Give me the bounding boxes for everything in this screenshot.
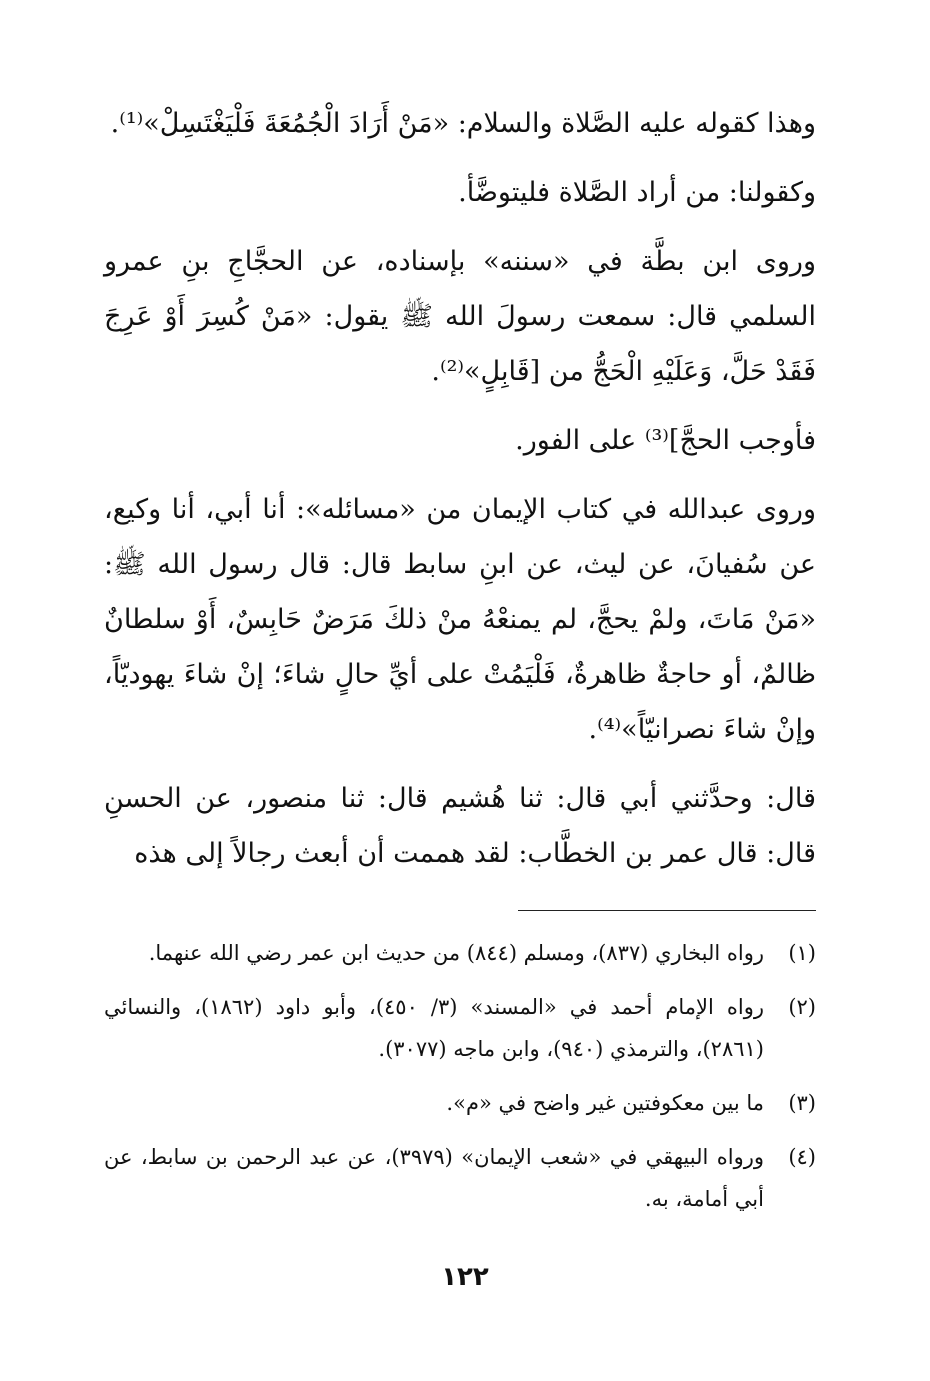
paragraph-5: وروى عبدالله في كتاب الإيمان من «مسائله»: أنا أبي، أنا وكيع، عن سُفيانَ، عن ليث، عن ابنِ سابط قال: قال رسول الله ﷺ: «مَنْ مَاتَ، ولمْ يحجَّ، لم يمنعْهُ منْ ذلكَ مَرَضٌ حَابِسٌ، أَوْ سلطانٌ ظالمٌ، أو حاجةٌ ظاهرةٌ، فَلْيَمُتْ على أيِّ حالٍ شاءَ؛ إنْ شاءَ يهوديّاً، وإنْ شاءَ نصرانيّاً»⁽⁴⁾. — [104, 494, 816, 745]
footnote-2 — [104, 986, 816, 1070]
footnote-text: رواه الإمام أحمد في «المسند» (٣/ ٤٥٠)، وأبو داود (١٨٦٢)، والنسائي (٢٨٦١)، والترمذي (٩٤٠)، وابن ماجه (٣٠٧٧). — [104, 995, 764, 1061]
paragraph-4: فأوجب الحجَّ]⁽³⁾ على الفور. — [515, 425, 816, 456]
footnote-text: ما بين معكوفتين غير واضح في «م». — [446, 1091, 764, 1115]
paragraph-2: وكقولنا: من أراد الصَّلاة فليتوضَّأ. — [458, 177, 816, 208]
footnotes — [104, 932, 816, 1232]
page-number: ١٢٢ — [441, 1262, 489, 1292]
footnote-3 — [104, 1082, 816, 1124]
paragraph-6: قال: وحدَّثني أبي قال: ثنا هُشيم قال: ثنا منصور، عن الحسنِ قال: قال عمر بن الخطَّاب: لقد هممت أن أبعث رجالاً إلى هذه — [104, 783, 816, 869]
footnote-text: رواه البخاري (٨٣٧)، ومسلم (٨٤٤) من حديث ابن عمر رضي الله عنهما. — [148, 941, 764, 965]
footnote-number: (١) — [788, 941, 816, 965]
footnote-text: ورواه البيهقي في «شعب الإيمان» (٣٩٧٩)، عن عبد الرحمن بن سابط، عن أبي أمامة، به. — [104, 1145, 764, 1211]
footnote-number: (٢) — [788, 995, 816, 1019]
main-text — [104, 96, 816, 895]
footnote-separator — [518, 910, 816, 911]
footnote-number: (٤) — [788, 1145, 816, 1169]
paragraph-1: وهذا كقوله عليه الصَّلاة والسلام: «مَنْ أَرَادَ الْجُمُعَةَ فَلْيَغْتَسِلْ»⁽¹⁾. — [110, 108, 816, 139]
footnote-number: (٣) — [788, 1091, 816, 1115]
footnote-1 — [104, 932, 816, 974]
paragraph-3: وروى ابن بطَّة في «سننه» بإسناده، عن الحجَّاجِ بنِ عمرو السلمي قال: سمعت رسولَ الله ﷺ يقول: «مَنْ كُسِرَ أَوْ عَرِجَ فَقَدْ حَلَّ، وَعَلَيْهِ الْحَجُّ من [قَابِلٍ»⁽²⁾. — [104, 246, 816, 387]
footnote-4 — [104, 1136, 816, 1220]
